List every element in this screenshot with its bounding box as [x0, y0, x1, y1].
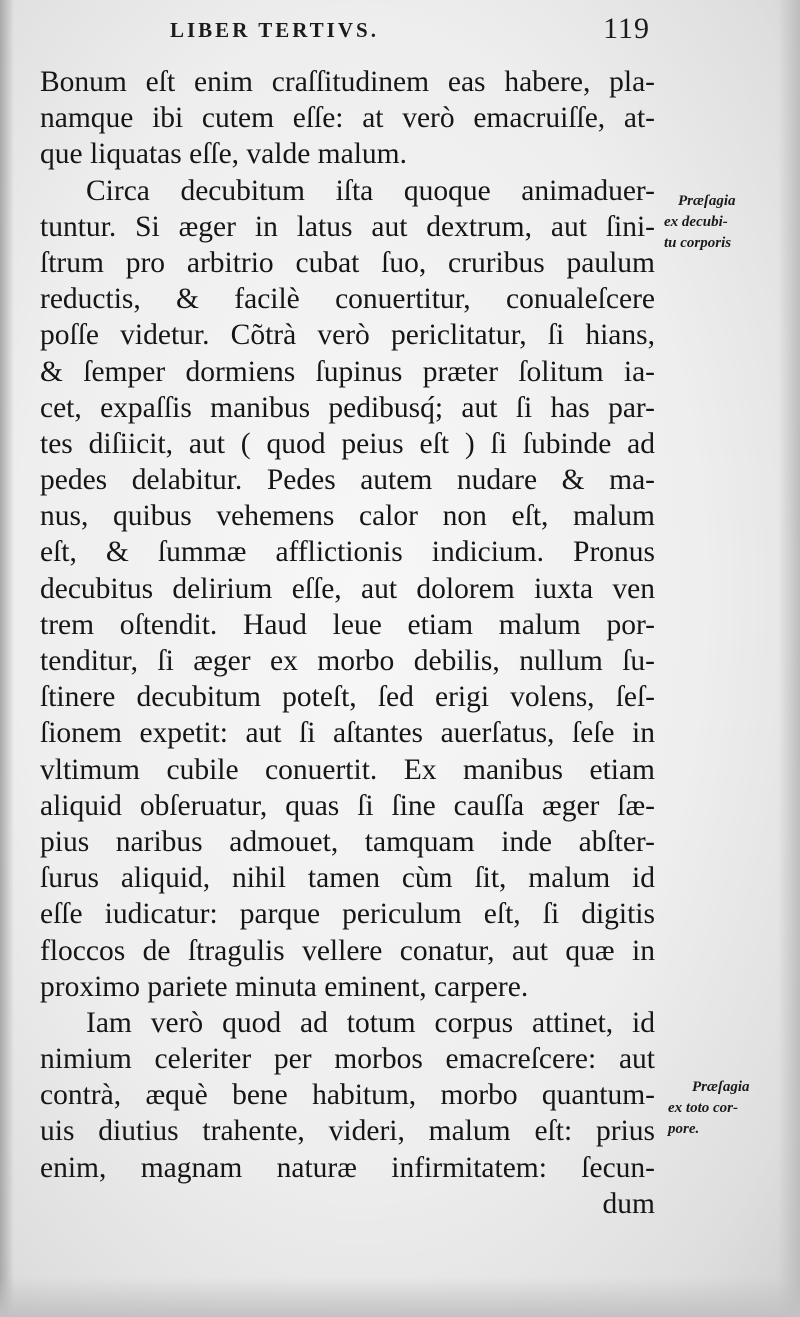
- text-line: contrà, æquè bene habitum, morbo quantum-: [40, 1079, 655, 1112]
- margin-note-line: ex decubi-: [664, 214, 728, 230]
- text-line: floccos de ſtragulis vellere conatur, aut quæ in: [40, 934, 655, 967]
- text-line: Circa decubitum iſta quoque animaduer-: [86, 174, 655, 207]
- running-title: LIBER TERTIVS.: [170, 18, 379, 42]
- margin-note-corpus: [668, 1077, 788, 1140]
- page-number: 119: [603, 12, 650, 45]
- text-line: Bonum eſt enim craſſitudinem eas habere, pla-: [40, 66, 655, 98]
- text-line: enim, magnam naturæ infirmitatem: ſecun-: [40, 1151, 655, 1184]
- page-shadow-bottom: [0, 1277, 800, 1317]
- text-line: ſurus aliquid, nihil tamen cùm ſit, malum id: [40, 862, 655, 895]
- text-line: ſtrum pro arbitrio cubat ſuo, cruribus paulum: [40, 246, 655, 279]
- text-line: tuntur. Si æger in latus aut dextrum, aut ſini-: [40, 210, 655, 243]
- catchword: dum: [602, 1187, 655, 1220]
- text-line: decubitus delirium eſſe, aut dolorem iuxta ven: [40, 572, 655, 605]
- text-line: nimium celeriter per morbos emacreſcere: aut: [40, 1043, 655, 1076]
- text-line: & ſemper dormiens ſupinus præter ſolitum ia-: [40, 355, 655, 388]
- text-line: cet, expaſſis manibus pedibusq́; aut ſi has par-: [40, 391, 655, 424]
- margin-note-line: pore.: [668, 1121, 700, 1137]
- text-line: nus, quibus vehemens calor non eſt, malum: [40, 500, 655, 533]
- text-line: reductis, & facilè conuertitur, conualeſcere: [40, 283, 655, 316]
- text-line: trem oſtendit. Haud leue etiam malum por-: [40, 608, 655, 641]
- margin-note-line: ex toto cor-: [668, 1100, 738, 1116]
- text-line: tenditur, ſi æger ex morbo debilis, nullum ſu-: [40, 645, 655, 677]
- text-line: namque ibi cutem eſſe: at verò emacruiſſe, at-: [40, 102, 655, 135]
- text-line: que liquatas eſſe, valde malum.: [40, 138, 407, 171]
- running-header: [170, 12, 650, 52]
- text-line: aliquid obſeruatur, quas ſi ſine cauſſa æger ſæ-: [40, 789, 655, 822]
- text-line: proximo pariete minuta eminent, carpere.: [40, 970, 529, 1003]
- text-line: pius naribus admouet, tamquam inde abſter-: [40, 825, 655, 858]
- margin-note-line: Præſagia: [692, 1079, 750, 1095]
- text-line: ſtinere decubitum poteſt, ſed erigi volens, ſeſ-: [40, 681, 655, 714]
- text-line: Iam verò quod ad totum corpus attinet, id: [86, 1006, 655, 1039]
- text-line: ſionem expetit: aut ſi aſtantes auerſatus, ſeſe in: [40, 717, 655, 750]
- text-line: eſſe iudicatur: parque periculum eſt, ſi digitis: [40, 898, 655, 931]
- text-line: uis diutius trahente, videri, malum eſt: prius: [40, 1115, 655, 1148]
- margin-note-line: Præſagia: [678, 193, 736, 209]
- text-line: vltimum cubile conuertit. Ex manibus etiam: [40, 753, 655, 786]
- text-line: pedes delabitur. Pedes autem nudare & ma-: [40, 464, 655, 497]
- text-line: tes diſiicit, aut ( quod peius eſt ) ſi ſubinde ad: [40, 427, 655, 460]
- text-line: eſt, & ſummæ afflictionis indicium. Pronus: [40, 536, 655, 569]
- margin-note-line: tu corporis: [664, 235, 732, 251]
- margin-note-decubitus: [664, 191, 784, 254]
- page-shadow-left: [0, 0, 14, 1317]
- body-text: [40, 64, 655, 1222]
- text-line: poſſe videtur. Cõtrà verò periclitatur, ſi hians,: [40, 319, 655, 352]
